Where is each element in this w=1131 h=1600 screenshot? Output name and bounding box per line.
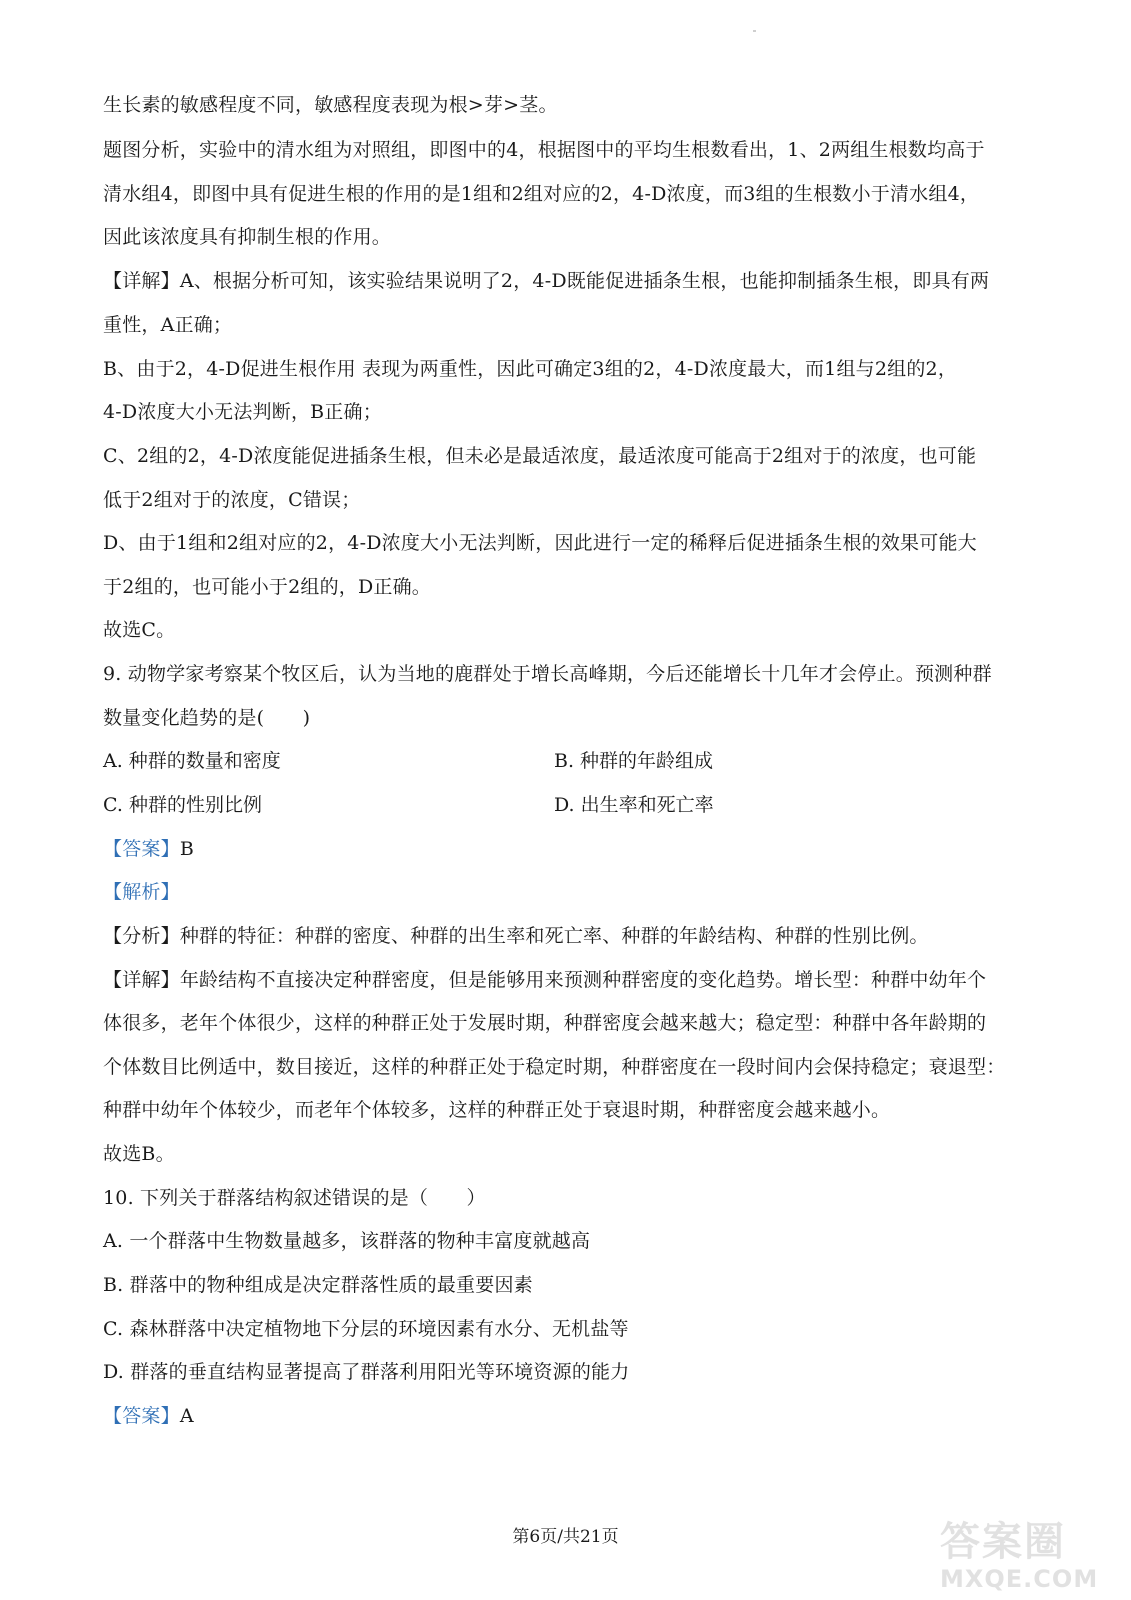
question-9-option-c: C. 种群的性别比例 [103, 794, 262, 816]
text-line: C、2组的2，4-D浓度能促进插条生根，但未必是最适浓度，最适浓度可能高于2组对于的浓度，也可能 [103, 445, 977, 467]
question-10-option-a: A. 一个群落中生物数量越多，该群落的物种丰富度就越高 [103, 1230, 591, 1252]
watermark-logo [940, 1520, 1125, 1595]
question-9-stem: 9. 动物学家考察某个牧区后，认为当地的鹿群处于增长高峰期，今后还能增长十几年才会停止。预测种群 [103, 663, 992, 685]
text-line: 体很多，老年个体很少，这样的种群正处于发展时期，种群密度会越来越大；稳定型：种群中各年龄期的 [103, 1012, 987, 1034]
question-9-option-a: A. 种群的数量和密度 [103, 750, 281, 772]
scan-speck [753, 30, 756, 32]
question-10-option-c: C. 森林群落中决定植物地下分层的环境因素有水分、无机盐等 [103, 1318, 629, 1340]
question-10-option-d: D. 群落的垂直结构显著提高了群落利用阳光等环境资源的能力 [103, 1361, 630, 1383]
conclusion-line: 故选C。 [103, 619, 176, 641]
question-9-analysis-heading [103, 879, 1023, 905]
text-line: 于2组的，也可能小于2组的，D正确。 [103, 576, 432, 598]
conclusion-line: 故选B。 [103, 1143, 175, 1165]
text-line: 因此该浓度具有抑制生根的作用。 [103, 226, 392, 248]
answer-tag: 【答案】 [103, 838, 180, 860]
answer-value: A [179, 1405, 194, 1427]
text-line: 题图分析，实验中的清水组为对照组，即图中的4，根据图中的平均生根数看出，1、2两组生根数均高于 [103, 139, 985, 161]
watermark-url: MXQE.COM [940, 1565, 1099, 1593]
analysis-tag: 【解析】 [103, 881, 180, 903]
question-9-option-d: D. 出生率和死亡率 [554, 794, 714, 816]
question-9-answer [103, 836, 1023, 862]
text-line: 生长素的敏感程度不同，敏感程度表现为根>芽>茎。 [103, 94, 558, 116]
page-number: 第6页/共21页 [512, 1527, 619, 1547]
answer-value: B [179, 838, 194, 860]
text-line: B、由于2，4-D促进生根作用 表现为两重性，因此可确定3组的2，4-D浓度最大，而1组与2组的2， [103, 358, 958, 380]
text-line: D、由于1组和2组对应的2，4-D浓度大小无法判断，因此进行一定的稀释后促进插条生根的效果可能大 [103, 532, 977, 554]
question-10-answer [103, 1403, 1023, 1429]
question-9-analysis [103, 923, 1023, 949]
text-line: 个体数目比例适中，数目接近，这样的种群正处于稳定时期，种群密度在一段时间内会保持稳定；衰退型： [103, 1056, 1006, 1078]
text-line: 清水组4，即图中具有促进生根的作用的是1组和2组对应的2，4-D浓度，而3组的生根数小于清水组4， [103, 183, 980, 205]
detail-tag: 【详解】 [103, 969, 180, 991]
analysis-text: 种群的特征：种群的密度、种群的出生率和死亡率、种群的年龄结构、种群的性别比例。 [179, 925, 929, 947]
question-10-stem: 10. 下列关于群落结构叙述错误的是（ ） [103, 1187, 486, 1209]
question-9-detail [103, 967, 1023, 993]
detail-line [103, 268, 1023, 294]
text-line: 种群中幼年个体较少，而老年个体较多，这样的种群正处于衰退时期，种群密度会越来越小。 [103, 1099, 891, 1121]
detail-tag: 【详解】 [103, 270, 180, 292]
watermark-title: 答案圈 [940, 1519, 1066, 1565]
answer-tag: 【答案】 [103, 1405, 180, 1427]
detail-text: A、根据分析可知，该实验结果说明了2，4-D既能促进插条生根，也能抑制插条生根，即具有两 [179, 270, 990, 292]
question-9-stem: 数量变化趋势的是( ) [103, 707, 311, 729]
question-10-option-b: B. 群落中的物种组成是决定群落性质的最重要因素 [103, 1274, 533, 1296]
text-line: 低于2组对于的浓度，C错误； [103, 489, 361, 511]
analysis-sub-tag: 【分析】 [103, 925, 180, 947]
detail-text: 年龄结构不直接决定种群密度，但是能够用来预测种群密度的变化趋势。增长型：种群中幼年个 [179, 969, 987, 991]
text-line: 4-D浓度大小无法判断，B正确； [103, 401, 382, 423]
text-line: 重性，A正确； [103, 314, 233, 336]
question-9-option-b: B. 种群的年龄组成 [554, 750, 714, 772]
